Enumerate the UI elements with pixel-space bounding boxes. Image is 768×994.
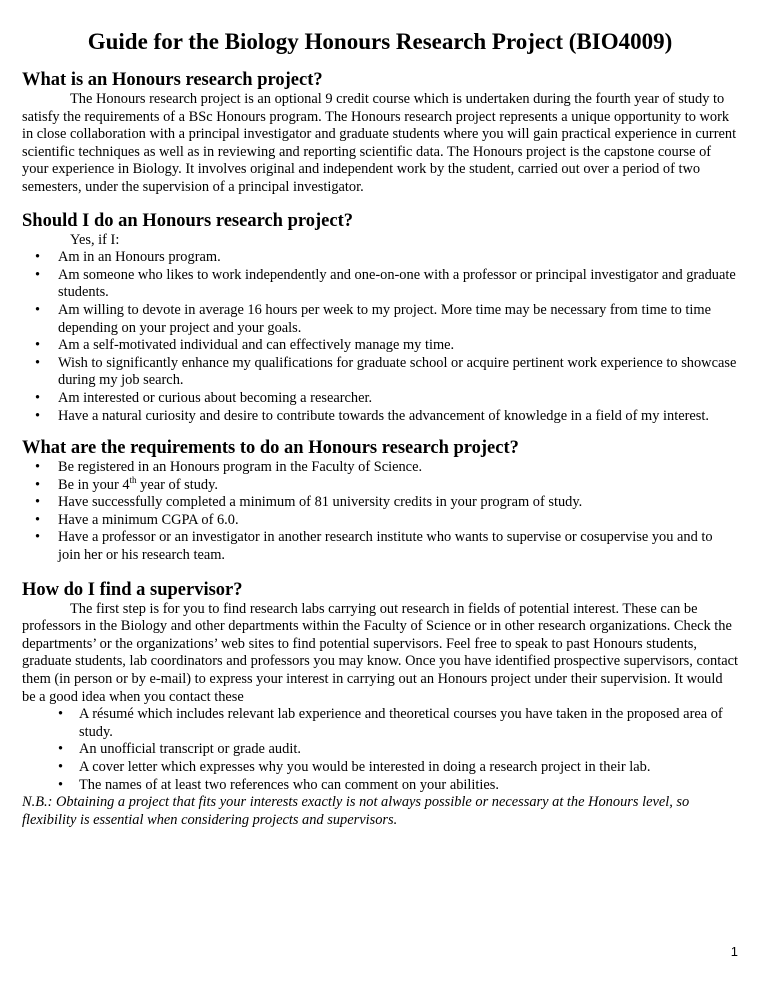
list-item: • Am in an Honours program. xyxy=(22,249,738,267)
document-title: Guide for the Biology Honours Research Project (BIO4009) xyxy=(87,29,673,54)
list-item: • Am someone who likes to work independently and one-on-one with a professor or principal investigator and graduate students. xyxy=(22,267,738,302)
section-body: The first step is for you to find research labs carrying out research in fields of potential interest. These can be professors in the Biology and other departments within the Faculty of Science or in other research organizations. Check the departments’ or the organizations’ web sites to find potential supervisors. Feel free to speak to past Honours students, graduate students, lab coordinators and professors you may know. Once you have identified prospective supervisors, contact them (in person or by e-mail) to express your interest in carrying out an Honours project under their supervision. It would be a good idea when you contact these xyxy=(22,600,739,705)
bullet-list xyxy=(22,459,738,565)
bullet-list xyxy=(22,249,738,425)
list-item xyxy=(22,474,738,495)
bullet-list xyxy=(22,706,738,794)
list-item: • Have a professor or an investigator in another research institute who wants to supervise or cosupervise you and to join her or his research team. xyxy=(22,529,738,564)
note: N.B.: Obtaining a project that fits your interests exactly is not always possible or necessary at the Honours level, so flexibility is essential when considering projects and supervisors. xyxy=(22,794,690,828)
section-heading: Should I do an Honours research project? xyxy=(22,210,353,231)
section-heading: How do I find a supervisor? xyxy=(22,579,243,600)
list-item: • Have a natural curiosity and desire to contribute towards the advancement of knowledge in a field of my interest. xyxy=(22,408,738,426)
list-item-text: Be in your 4 xyxy=(58,476,130,493)
list-item: • Be registered in an Honours program in the Faculty of Science. xyxy=(22,459,738,477)
list-item: • The names of at least two references who can comment on your abilities. xyxy=(22,777,738,795)
section-should-i xyxy=(22,210,738,426)
section-lead: Yes, if I: xyxy=(70,231,120,248)
section-body: The Honours research project is an optional 9 credit course which is undertaken during the fourth year of study to satisfy the requirements of a BSc Honours program. The Honours research project represents a unique opportunity to work in close collaboration with a principal investigator and graduate students where you will gain practical experience in current scientific techniques as well as in reviewing and reporting scientific data. The Honours project is the capstone course of your experience in Biology. It involves original and independent work by the student, carried out over a period of two semesters, under the supervision of a principal investigator. xyxy=(22,91,737,195)
ordinal-suffix: th xyxy=(129,474,137,485)
section-find-supervisor xyxy=(22,579,738,830)
list-item: • Am willing to devote in average 16 hours per week to my project. More time may be necessary from time to time depending on your project and your goals. xyxy=(22,302,738,337)
list-item: • Have a minimum CGPA of 6.0. xyxy=(22,512,738,530)
list-item: • A cover letter which expresses why you would be interested in doing a research project in their lab. xyxy=(22,759,738,777)
list-item: • A résumé which includes relevant lab experience and theoretical courses you have taken in the proposed area of study. xyxy=(22,706,738,741)
page-number: 1 xyxy=(730,944,738,959)
list-item: • An unofficial transcript or grade audit. xyxy=(22,741,738,759)
list-item: • Have successfully completed a minimum of 81 university credits in your program of study. xyxy=(22,494,738,512)
list-item: • Wish to significantly enhance my qualifications for graduate school or acquire pertinent work experience to showcase during my job search. xyxy=(22,355,738,390)
section-heading: What are the requirements to do an Honours research project? xyxy=(22,438,519,459)
list-item: • Am a self-motivated individual and can effectively manage my time. xyxy=(22,337,738,355)
section-requirements xyxy=(22,437,738,565)
section-heading: What is an Honours research project? xyxy=(22,70,323,90)
list-item-text: year of study. xyxy=(136,476,218,493)
section-what-is xyxy=(22,69,738,197)
list-item: • Am interested or curious about becoming a researcher. xyxy=(22,390,738,408)
